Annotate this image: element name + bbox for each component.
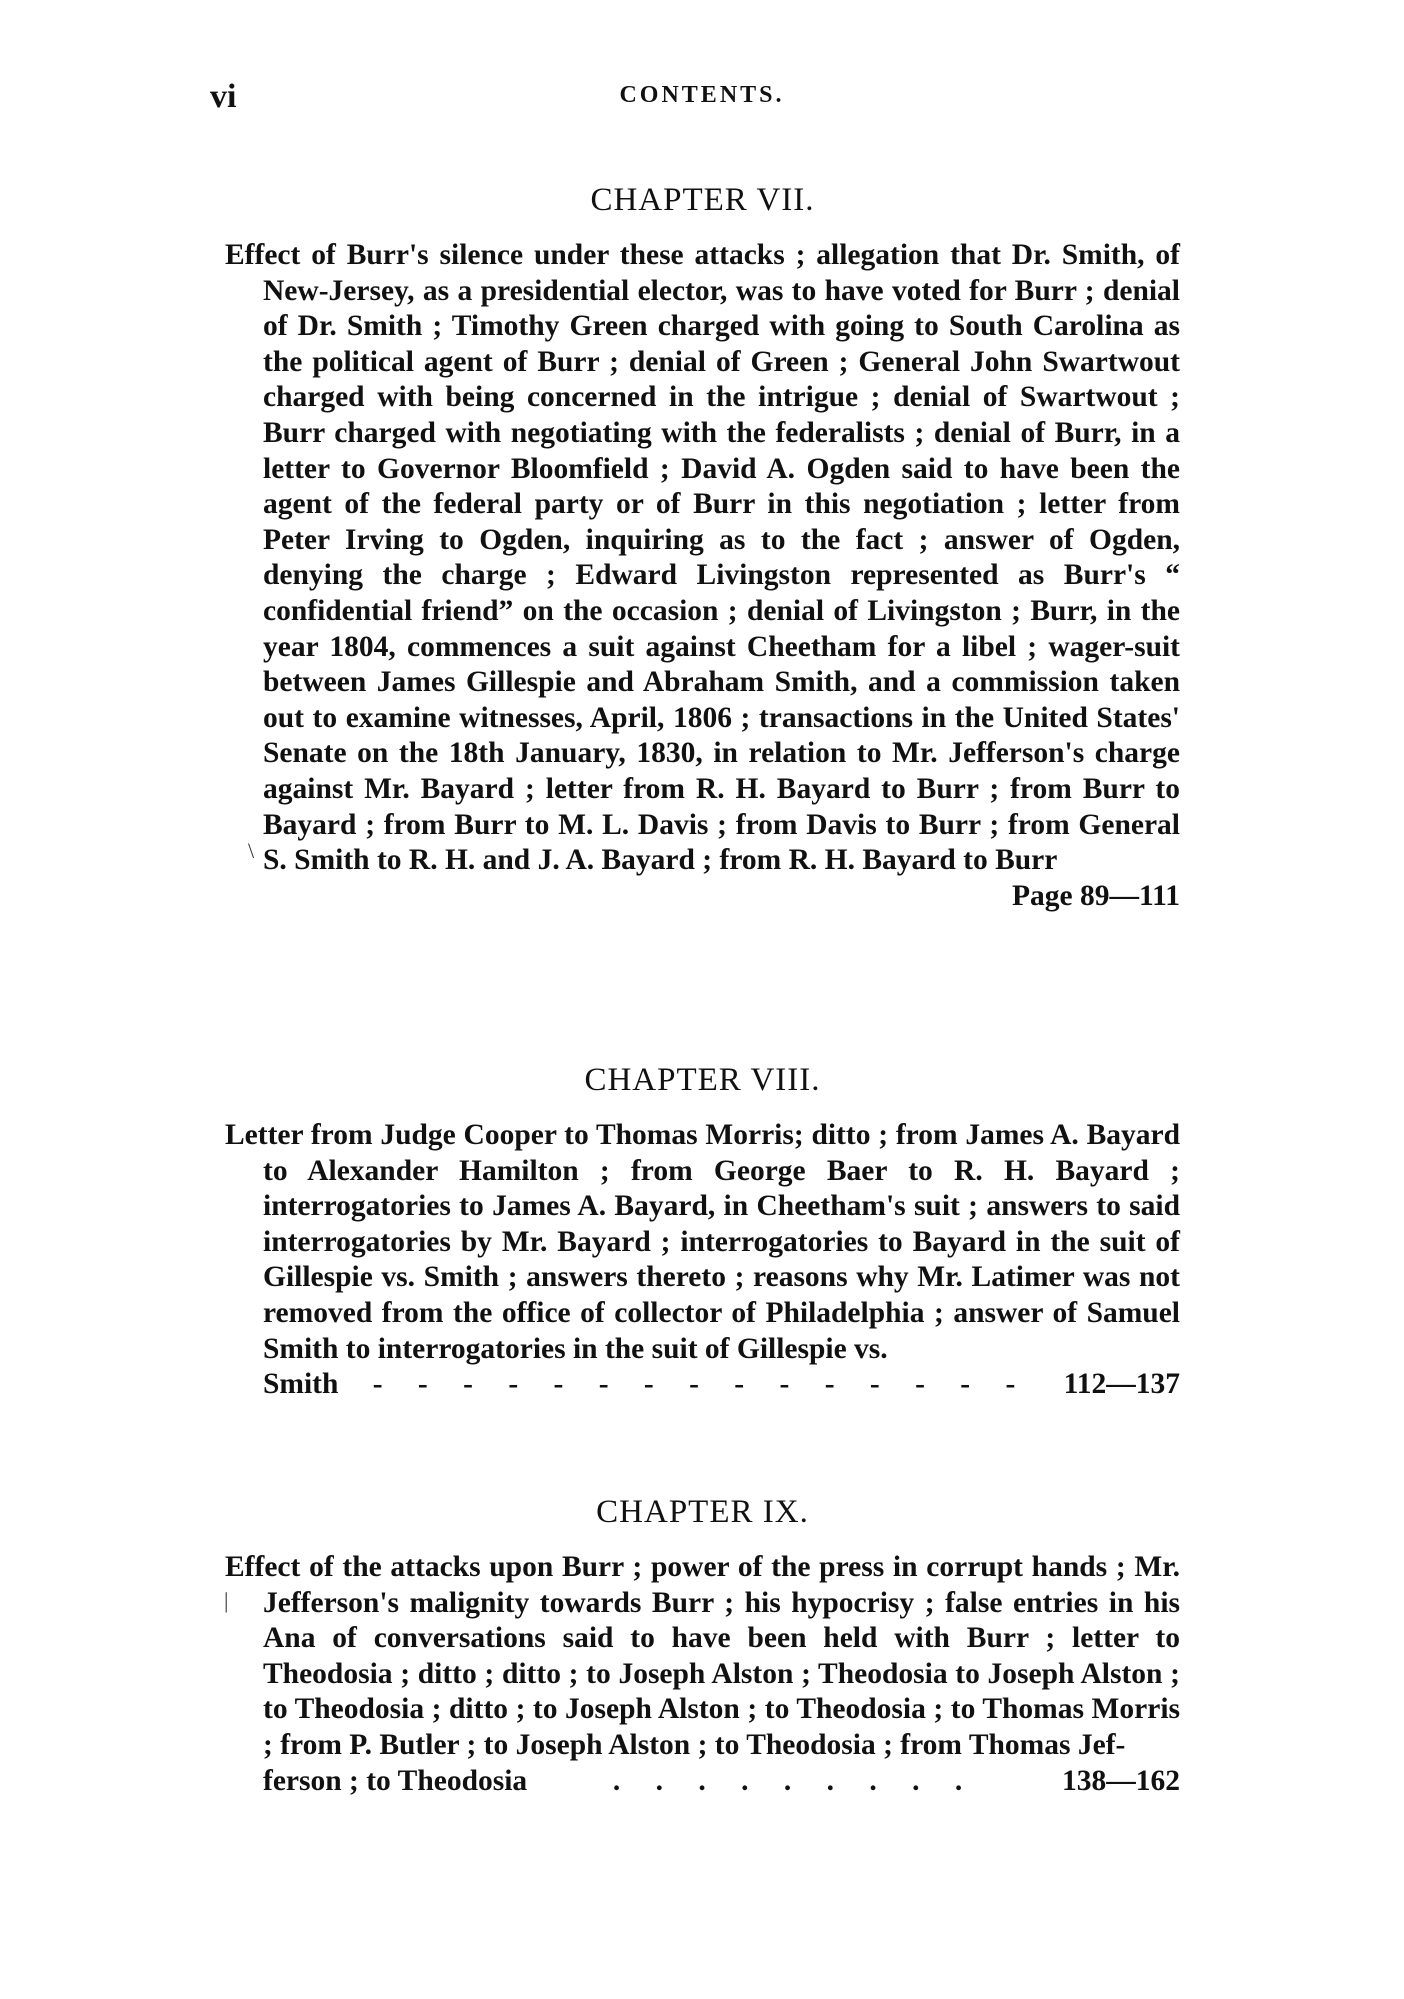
- chapter-vii-heading: CHAPTER VII.: [590, 182, 815, 218]
- chapter-ix-pages: 138—162: [1062, 1764, 1180, 1797]
- chapter-vii-pages: Page 89—111: [1012, 879, 1180, 912]
- chapter-viii-last-word: Smith: [263, 1368, 339, 1401]
- page-folio: vi: [210, 78, 237, 115]
- chapter-ix-last-word: ferson ; to Theodosia: [263, 1764, 528, 1797]
- chapter-viii: [225, 1058, 1180, 1403]
- running-head: [0, 78, 1404, 118]
- running-head-title: CONTENTS.: [619, 82, 785, 108]
- margin-mark: \: [248, 838, 255, 863]
- chapter-viii-summary: Letter from Judge Cooper to Thomas Morris; ditto ; from James A. Bayard to Alexander Hamilton ; from George Baer to R. H. Bayard ; interrogatories to James A. Bayard, in Cheetham's suit ; answers to said interrogatories by Mr. Bayard ; interrogatories to Bayard in the suit of Gillespie vs. Smith ; answers thereto ; reasons why Mr. Latimer was not removed from the office of collector of Philadelphia ; answer of Samuel Smith to interrogatories in the suit of Gillespie vs.: [225, 1119, 1180, 1365]
- chapter-vii: [225, 178, 1180, 914]
- chapter-viii-heading: CHAPTER VIII.: [584, 1062, 821, 1098]
- chapter-viii-pages: 112—137: [1063, 1368, 1180, 1401]
- chapter-ix-heading: CHAPTER IX.: [596, 1494, 809, 1530]
- chapter-ix: [225, 1490, 1180, 1799]
- chapter-ix-page-line: [225, 1764, 1180, 1800]
- chapter-ix-leader: . . . . . . . . .: [612, 1764, 977, 1797]
- margin-mark: |: [224, 1588, 229, 1613]
- chapter-viii-leader: - - - - - - - - - - - - - - -: [372, 1368, 1030, 1401]
- chapter-vii-summary: Effect of Burr's silence under these attacks ; allegation that Dr. Smith, of New-Jersey, as a presidential elector, was to have voted for Burr ; denial of Dr. Smith ; Timothy Green charged with going to South Carolina as the political agent of Burr ; denial of Green ; General John Swartwout charged with being concerned in the intrigue ; denial of Swartwout ; Burr charged with negotiating with the federalists ; denial of Burr, in a letter to Governor Bloomfield ; David A. Ogden said to have been the agent of the federal party or of Burr in this negotiation ; letter from Peter Irving to Ogden, inquiring as to the fact ; answer of Ogden, denying the charge ; Edward Livingston represented as Burr's “ confidential friend” on the occasion ; denial of Livingston ; Burr, in the year 1804, commences a suit against Cheetham for a libel ; wager-suit between James Gillespie and Abraham Smith, and a commission taken out to examine witnesses, April, 1806 ; transactions in the United States' Senate on the 18th January, 1830, in relation to Mr. Jefferson's charge against Mr. Bayard ; letter from R. H. Bayard to Burr ; from Burr to Bayard ; from Burr to M. L. Davis ; from Davis to Burr ; from General S. Smith to R. H. and J. A. Bayard ; from R. H. Bayard to Burr: [225, 239, 1180, 877]
- chapter-ix-summary: Effect of the attacks upon Burr ; power of the press in corrupt hands ; Mr. Jefferson's malignity towards Burr ; his hypocrisy ; false entries in his Ana of conversations said to have been held with Burr ; letter to Theodosia ; ditto ; ditto ; to Joseph Alston ; Theodosia to Joseph Alston ; to Theodosia ; ditto ; to Joseph Alston ; to Theodosia ; to Thomas Morris ; from P. Butler ; to Joseph Alston ; to Theodosia ; from Thomas Jef-: [225, 1551, 1180, 1761]
- chapter-viii-page-line: [225, 1367, 1180, 1403]
